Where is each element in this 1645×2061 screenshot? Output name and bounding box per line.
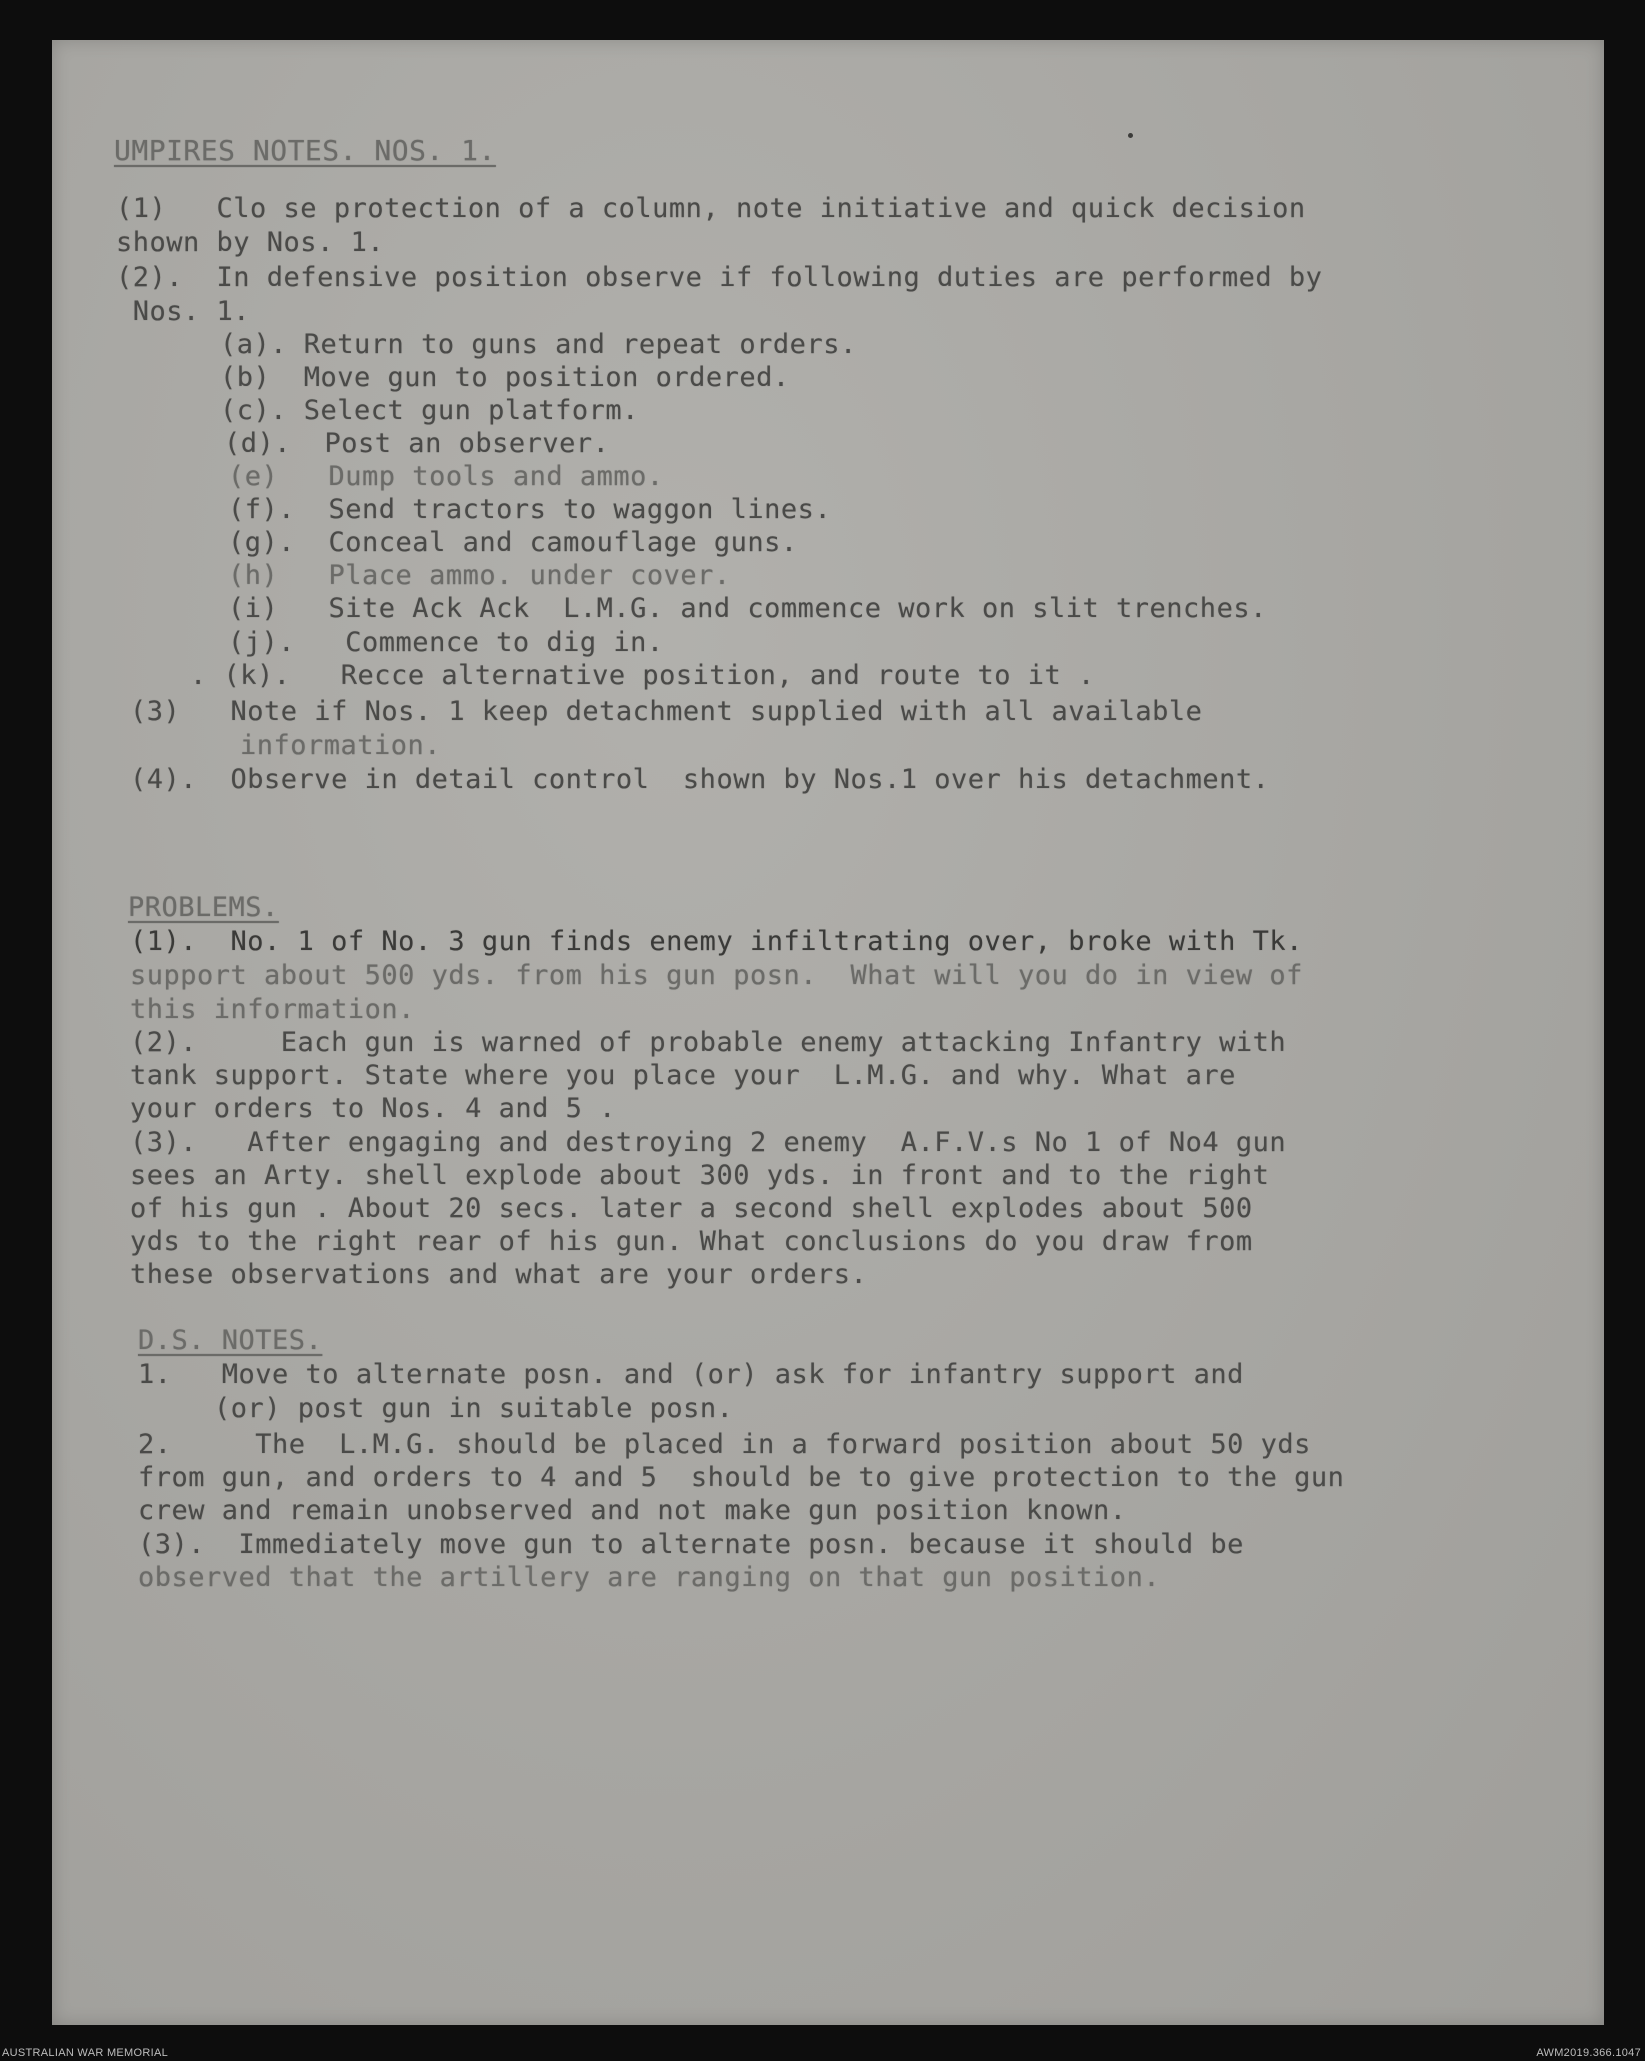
- ds-notes-line: 1. Move to alternate posn. and (or) ask for infantry support and: [138, 1359, 1244, 1390]
- umpires-line: (2). In defensive position observe if following duties are performed by: [116, 262, 1323, 293]
- umpires-line: (a). Return to guns and repeat orders.: [220, 329, 857, 360]
- umpires-line: (f). Send tractors to waggon lines.: [228, 494, 832, 525]
- umpires-line: information.: [240, 730, 442, 761]
- ds-notes-line: observed that the artillery are ranging on that gun position.: [138, 1562, 1161, 1593]
- umpires-line: (c). Select gun platform.: [220, 395, 639, 426]
- umpires-line: (g). Conceal and camouflage guns.: [228, 527, 798, 558]
- umpires-line: (1) Clo se protection of a column, note initiative and quick decision: [116, 193, 1306, 224]
- ds-notes-line: (or) post gun in suitable posn.: [214, 1393, 734, 1424]
- umpires-line: (d). Post an observer.: [224, 428, 610, 459]
- umpires-line: . (k). Recce alternative position, and route to it .: [190, 660, 1095, 691]
- paper-mark: [1128, 133, 1133, 138]
- umpires-line: (3) Note if Nos. 1 keep detachment supplied with all available: [130, 696, 1203, 727]
- problems-line: (2). Each gun is warned of probable enemy attacking Infantry with: [130, 1027, 1287, 1058]
- reference-number: AWM2019.366.1047: [1536, 2047, 1641, 2059]
- ds-notes-line: (3). Immediately move gun to alternate posn. because it should be: [138, 1529, 1244, 1560]
- umpires-line: (i) Site Ack Ack L.M.G. and commence work on slit trenches.: [228, 593, 1267, 624]
- ds-notes-line: from gun, and orders to 4 and 5 should be to give protection to the gun: [138, 1462, 1345, 1493]
- umpires-line: (h) Place ammo. under cover.: [228, 560, 731, 591]
- problems-line: this information.: [130, 994, 415, 1025]
- ds-notes-heading: D.S. NOTES.: [138, 1325, 323, 1356]
- problems-line: (3). After engaging and destroying 2 enemy A.F.V.s No 1 of No4 gun: [130, 1127, 1287, 1158]
- umpires-line: (j). Commence to dig in.: [228, 627, 664, 658]
- problems-line: your orders to Nos. 4 and 5 .: [130, 1093, 616, 1124]
- problems-line: these observations and what are your orders.: [130, 1259, 868, 1290]
- problems-line: tank support. State where you place your L.M.G. and why. What are: [130, 1060, 1236, 1091]
- umpires-line: (e) Dump tools and ammo.: [228, 461, 664, 492]
- umpires-line: (b) Move gun to position ordered.: [220, 362, 790, 393]
- umpires-notes-heading: UMPIRES NOTES. NOS. 1.: [114, 134, 496, 167]
- ds-notes-line: 2. The L.M.G. should be placed in a forward position about 50 yds: [138, 1429, 1311, 1460]
- umpires-line: (4). Observe in detail control shown by Nos.1 over his detachment.: [130, 764, 1270, 795]
- umpires-line: shown by Nos. 1.: [116, 227, 385, 258]
- problems-line: sees an Arty. shell explode about 300 yds. in front and to the right: [130, 1160, 1270, 1191]
- problems-line: of his gun . About 20 secs. later a second shell explodes about 500: [130, 1193, 1253, 1224]
- problems-line: (1). No. 1 of No. 3 gun finds enemy infiltrating over, broke with Tk.: [130, 926, 1303, 957]
- problems-line: yds to the right rear of his gun. What conclusions do you draw from: [130, 1226, 1253, 1257]
- institution-label: AUSTRALIAN WAR MEMORIAL: [2, 2047, 169, 2059]
- umpires-line: Nos. 1.: [116, 296, 251, 327]
- problems-heading: PROBLEMS.: [128, 892, 279, 923]
- problems-line: support about 500 yds. from his gun posn. What will you do in view of: [130, 960, 1303, 991]
- ds-notes-line: crew and remain unobserved and not make gun position known.: [138, 1495, 1127, 1526]
